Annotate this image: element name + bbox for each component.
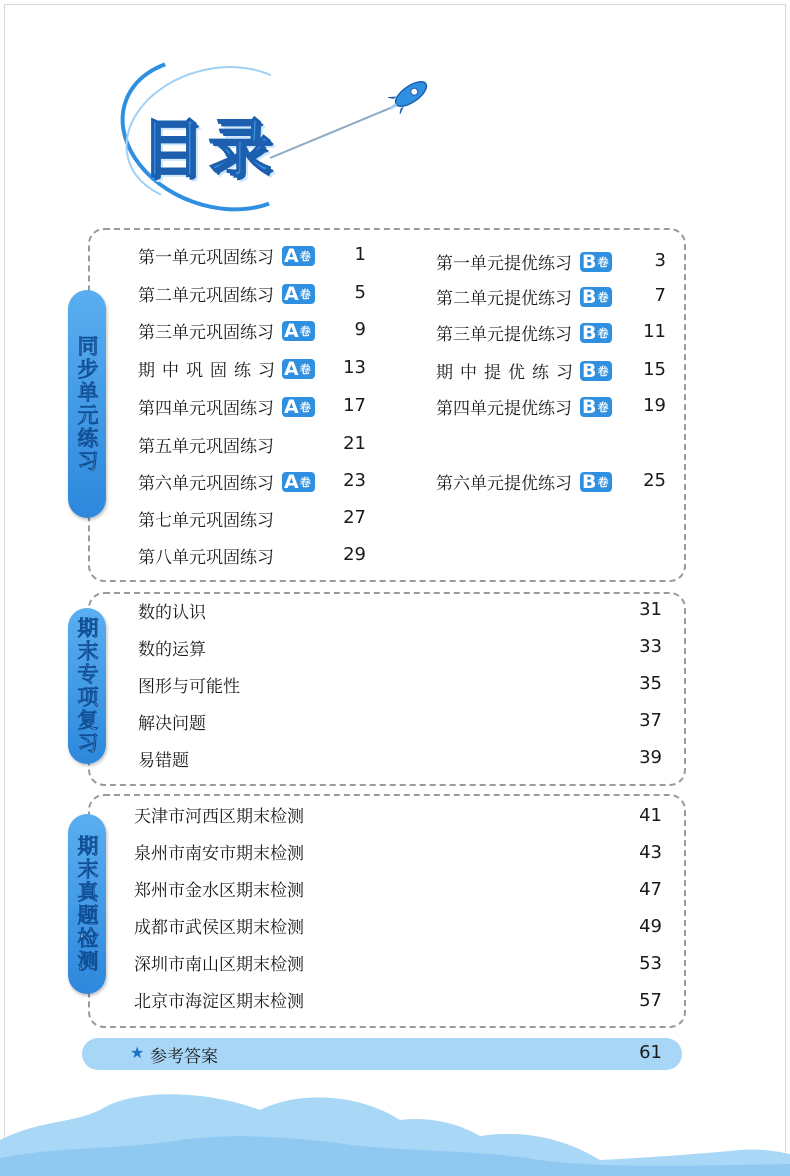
toc-entry-label: 第二单元提优练习 bbox=[436, 289, 572, 309]
toc-entry[interactable] bbox=[138, 746, 189, 771]
toc-entry-page: 5 bbox=[354, 282, 366, 303]
toc-entry-page: 49 bbox=[639, 916, 662, 937]
toc-entry[interactable] bbox=[436, 469, 612, 494]
section-tab-sync-unit-practice: 同步单元练习 bbox=[68, 290, 106, 518]
toc-entry-label: 第六单元巩固练习 bbox=[138, 474, 274, 494]
toc-entry-page: 9 bbox=[354, 319, 366, 340]
star-icon: ★ bbox=[130, 1043, 145, 1062]
toc-entry[interactable] bbox=[436, 358, 612, 383]
toc-entry-label: 第一单元巩固练习 bbox=[138, 248, 274, 268]
toc-entry-page: 27 bbox=[343, 507, 366, 528]
toc-entry-page: 37 bbox=[639, 710, 662, 731]
toc-entry[interactable] bbox=[134, 876, 304, 901]
toc-entry-page: 25 bbox=[643, 470, 666, 491]
badge-b-icon: B 卷 bbox=[580, 361, 612, 381]
toc-entry[interactable] bbox=[138, 318, 315, 343]
toc-entry-label: 第三单元提优练习 bbox=[436, 325, 572, 345]
toc-entry-page: 15 bbox=[643, 359, 666, 380]
toc-entry[interactable] bbox=[134, 987, 304, 1012]
toc-entry-label: 郑州市金水区期末检测 bbox=[134, 881, 304, 901]
toc-entry-label: 图形与可能性 bbox=[138, 677, 240, 697]
toc-entry-label: 第六单元提优练习 bbox=[436, 474, 572, 494]
toc-entry-page: 21 bbox=[343, 433, 366, 454]
cloud-decoration bbox=[0, 1080, 790, 1176]
section-tab-final-exam: 期末真题检测 bbox=[68, 814, 106, 994]
badge-b-icon: B 卷 bbox=[580, 323, 612, 343]
toc-entry-page: 39 bbox=[639, 747, 662, 768]
badge-b-icon: B 卷 bbox=[580, 252, 612, 272]
toc-entry[interactable] bbox=[138, 356, 315, 381]
toc-entry-label: 易错题 bbox=[138, 751, 189, 771]
toc-entry[interactable] bbox=[134, 839, 304, 864]
toc-entry-page: 19 bbox=[643, 395, 666, 416]
answers-page: 61 bbox=[639, 1042, 662, 1063]
toc-entry-label: 第四单元提优练习 bbox=[436, 399, 572, 419]
toc-entry[interactable] bbox=[138, 635, 206, 660]
toc-entry-page: 29 bbox=[343, 544, 366, 565]
toc-entry[interactable] bbox=[138, 469, 315, 494]
toc-entry[interactable] bbox=[138, 281, 315, 306]
toc-entry[interactable] bbox=[134, 913, 304, 938]
toc-entry[interactable] bbox=[436, 320, 612, 345]
badge-a-icon: A 卷 bbox=[282, 246, 315, 266]
toc-entry-label: 天津市河西区期末检测 bbox=[134, 807, 304, 827]
toc-entry[interactable] bbox=[436, 284, 612, 309]
toc-entry-page: 57 bbox=[639, 990, 662, 1011]
toc-entry-label: 数的认识 bbox=[138, 603, 206, 623]
toc-entry-page: 23 bbox=[343, 470, 366, 491]
toc-entry[interactable] bbox=[138, 506, 274, 531]
badge-a-icon: A 卷 bbox=[282, 284, 315, 304]
toc-entry[interactable] bbox=[138, 598, 206, 623]
toc-entry[interactable] bbox=[138, 709, 206, 734]
badge-b-icon: B 卷 bbox=[580, 287, 612, 307]
toc-entry-label: 第七单元巩固练习 bbox=[138, 511, 274, 531]
toc-entry[interactable] bbox=[138, 243, 315, 268]
section-tab-final-review: 期末专项复习 bbox=[68, 608, 106, 764]
toc-entry-label: 第二单元巩固练习 bbox=[138, 286, 274, 306]
toc-entry-label: 期中巩固练习 bbox=[138, 361, 282, 381]
toc-entry[interactable] bbox=[134, 950, 304, 975]
rocket-icon bbox=[388, 74, 434, 114]
toc-entry-page: 7 bbox=[654, 285, 666, 306]
toc-entry[interactable] bbox=[138, 672, 240, 697]
toc-entry-label: 第五单元巩固练习 bbox=[138, 437, 274, 457]
toc-entry[interactable] bbox=[138, 543, 274, 568]
toc-entry-page: 33 bbox=[639, 636, 662, 657]
badge-b-icon: B 卷 bbox=[580, 472, 612, 492]
badge-a-icon: A 卷 bbox=[282, 472, 315, 492]
badge-a-icon: A 卷 bbox=[282, 321, 315, 341]
page-title: 目录 bbox=[140, 113, 276, 187]
toc-entry-label: 成都市武侯区期末检测 bbox=[134, 918, 304, 938]
toc-entry-page: 35 bbox=[639, 673, 662, 694]
toc-entry-label: 期中提优练习 bbox=[436, 363, 580, 383]
toc-entry-page: 41 bbox=[639, 805, 662, 826]
toc-entry-label: 解决问题 bbox=[138, 714, 206, 734]
toc-entry-page: 17 bbox=[343, 395, 366, 416]
toc-entry[interactable] bbox=[436, 249, 612, 274]
toc-entry-page: 43 bbox=[639, 842, 662, 863]
toc-entry[interactable] bbox=[134, 802, 304, 827]
toc-entry-label: 深圳市南山区期末检测 bbox=[134, 955, 304, 975]
badge-a-icon: A 卷 bbox=[282, 397, 315, 417]
toc-entry-label: 第四单元巩固练习 bbox=[138, 399, 274, 419]
toc-entry-label: 北京市海淀区期末检测 bbox=[134, 992, 304, 1012]
toc-entry-page: 47 bbox=[639, 879, 662, 900]
badge-b-icon: B 卷 bbox=[580, 397, 612, 417]
toc-entry-label: 第八单元巩固练习 bbox=[138, 548, 274, 568]
toc-entry-page: 53 bbox=[639, 953, 662, 974]
toc-entry-page: 11 bbox=[643, 321, 666, 342]
toc-entry[interactable] bbox=[138, 394, 315, 419]
toc-entry[interactable] bbox=[138, 432, 274, 457]
toc-entry-page: 3 bbox=[654, 250, 666, 271]
toc-entry-page: 13 bbox=[343, 357, 366, 378]
toc-entry-page: 31 bbox=[639, 599, 662, 620]
toc-entry-label: 第一单元提优练习 bbox=[436, 254, 572, 274]
toc-entry-label: 数的运算 bbox=[138, 640, 206, 660]
toc-entry-label: 第三单元巩固练习 bbox=[138, 323, 274, 343]
toc-entry[interactable] bbox=[436, 394, 612, 419]
toc-entry-label: 泉州市南安市期末检测 bbox=[134, 844, 304, 864]
toc-entry-page: 1 bbox=[354, 244, 366, 265]
answers-label: 参考答案 bbox=[150, 1047, 218, 1067]
badge-a-icon: A 卷 bbox=[282, 359, 315, 379]
